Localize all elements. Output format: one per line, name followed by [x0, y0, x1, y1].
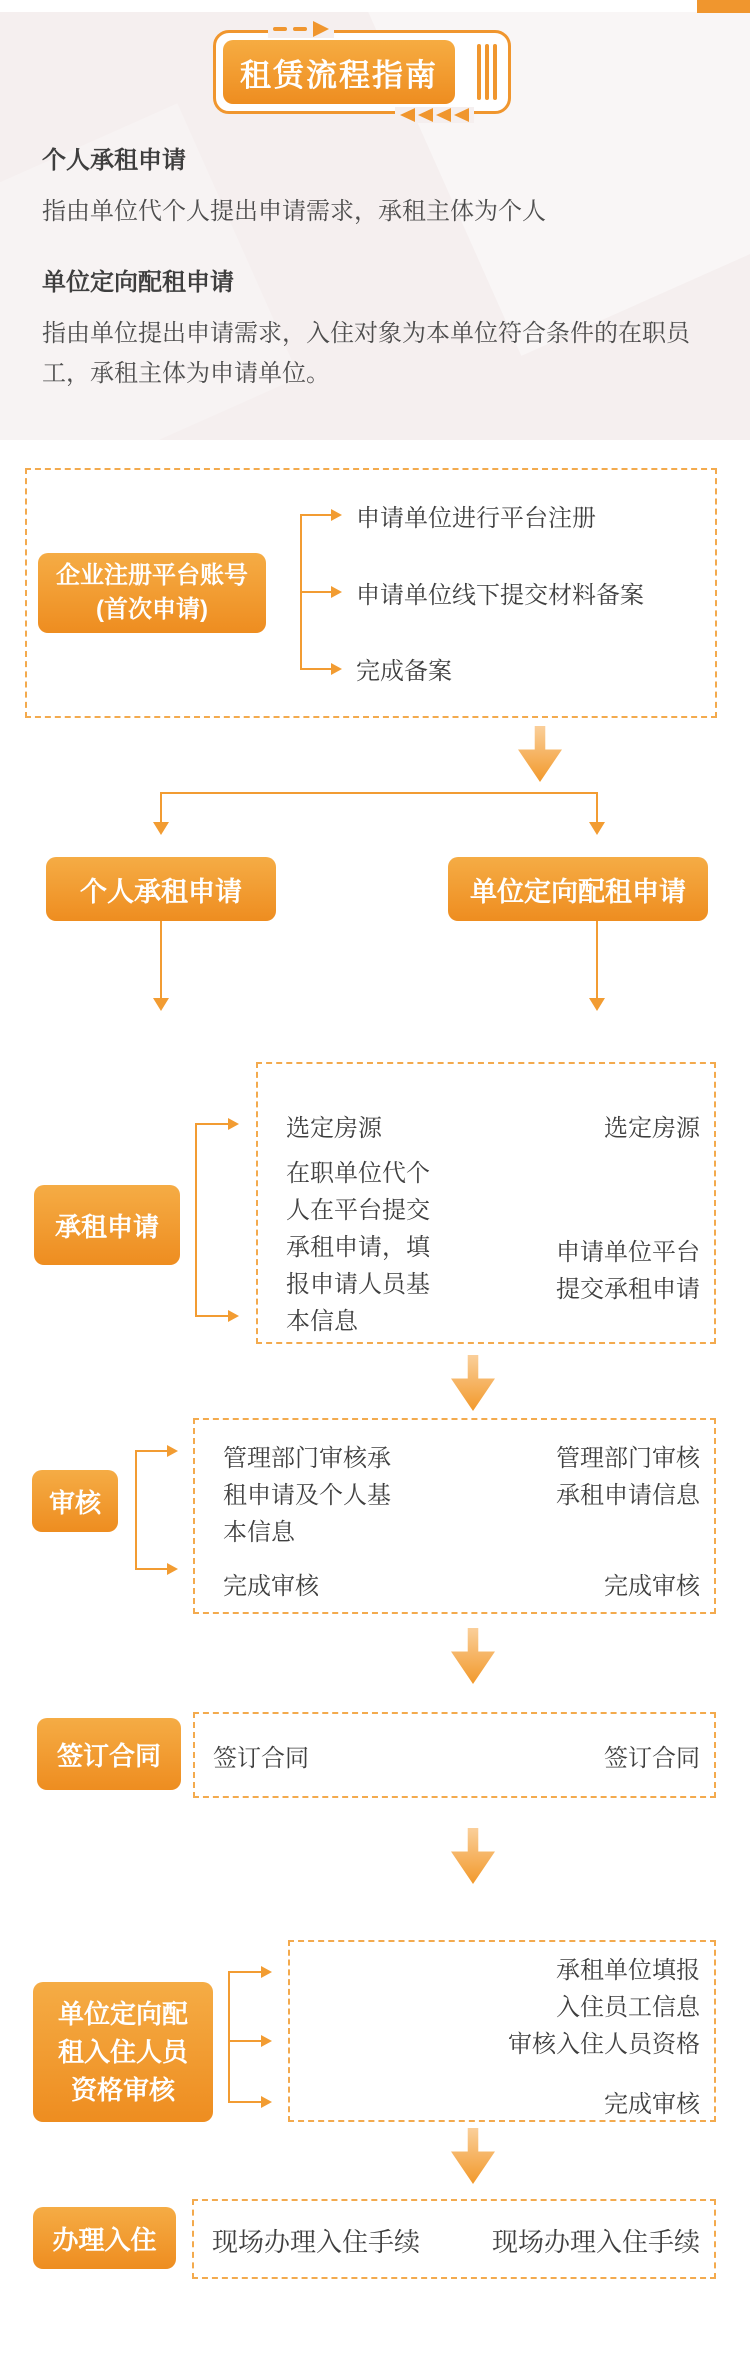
right-arrow-icon	[331, 663, 342, 675]
intro-body-personal: 指由单位代个人提出申请需求，承租主体为个人	[42, 198, 546, 225]
intro-heading-personal: 个人承租申请	[42, 147, 186, 174]
right-arrow-icon	[261, 1966, 272, 1978]
step3-right-item-1: 管理部门审核承租申请信息	[556, 1445, 700, 1509]
step1-item-1: 申请单位进行平台注册	[356, 505, 596, 532]
branch-line-right	[596, 792, 598, 824]
branch-line-left	[160, 792, 162, 824]
branch-box-personal: 个人承租申请	[46, 857, 276, 921]
step3-connector	[135, 1450, 168, 1452]
banner-title-plate	[223, 40, 455, 104]
step1-connector	[300, 668, 332, 670]
step3-connector	[135, 1568, 168, 1570]
step3-left-item-1: 管理部门审核承租申请及个人基本信息	[223, 1445, 391, 1546]
right-arrow-icon	[331, 509, 342, 521]
step1-item-2: 申请单位线下提交材料备案	[356, 582, 644, 609]
step5-right-item-2: 审核入住人员资格	[508, 2031, 700, 2058]
branch-connector	[160, 792, 598, 794]
step3-left-item-2: 完成审核	[223, 1573, 319, 1600]
down-arrow-icon	[153, 822, 169, 835]
right-arrow-icon	[228, 1118, 239, 1130]
flow-line-left	[160, 921, 162, 999]
corner-accent-block	[697, 0, 750, 13]
right-arrow-icon	[261, 2035, 272, 2047]
step5-connector	[228, 2040, 262, 2042]
down-arrow-icon	[153, 998, 169, 1011]
branch-box-unit: 单位定向配租申请	[448, 857, 708, 921]
step4-right-item-1: 签订合同	[604, 1745, 700, 1772]
step2-right-item-1: 选定房源	[604, 1115, 700, 1142]
step2-right-item-2: 申请单位平台提交承租申请	[556, 1239, 700, 1303]
right-arrow-icon	[331, 586, 342, 598]
down-arrow-icon	[451, 2128, 495, 2184]
down-arrow-icon	[451, 1828, 495, 1884]
banner-side-bars	[477, 44, 497, 100]
step4-left-item-1: 签订合同	[213, 1745, 309, 1772]
right-arrow-icon	[228, 1310, 239, 1322]
page-title: 租赁流程指南	[240, 57, 438, 93]
right-arrow-icon	[261, 2096, 272, 2108]
step6-right-item-1: 现场办理入住手续	[491, 2227, 700, 2257]
step1-connector	[300, 514, 332, 516]
title-banner	[213, 30, 511, 114]
step1-connector	[300, 591, 332, 593]
step2-left-item-2: 在职单位代个人在平台提交承租申请，填报申请人员基本信息	[286, 1160, 430, 1335]
step5-right-item-1: 承租单位填报入住员工信息	[556, 1957, 700, 2021]
step4-label: 签订合同	[37, 1718, 181, 1790]
step3-bracket-line	[135, 1450, 137, 1570]
down-arrow-icon	[518, 726, 562, 782]
down-arrow-icon	[589, 998, 605, 1011]
step1-label: 企业注册平台账号(首次申请)	[38, 553, 266, 633]
down-arrow-icon	[451, 1355, 495, 1411]
down-arrow-icon	[589, 822, 605, 835]
step5-bracket-line	[228, 1971, 230, 2103]
step6-label: 办理入住	[33, 2207, 176, 2269]
step3-label: 审核	[32, 1470, 118, 1532]
step2-bracket-line	[195, 1123, 197, 1317]
step2-label: 承租申请	[34, 1185, 180, 1265]
intro-body-unit: 指由单位提出申请需求，入住对象为本单位符合条件的在职员工，承租主体为申请单位。	[42, 320, 690, 387]
banner-bottom-arrows-icon	[395, 107, 474, 123]
right-arrow-icon	[167, 1445, 178, 1457]
step5-connector	[228, 1971, 262, 1973]
step5-label: 单位定向配租入住人员资格审核	[33, 1982, 213, 2122]
step6-left-item-1: 现场办理入住手续	[212, 2227, 421, 2257]
step3-right-item-2: 完成审核	[604, 1573, 700, 1600]
banner-top-arrow-icon	[268, 20, 334, 38]
right-arrow-icon	[167, 1563, 178, 1575]
step2-connector	[195, 1123, 229, 1125]
down-arrow-icon	[451, 1628, 495, 1684]
step1-item-3: 完成备案	[356, 658, 452, 685]
step2-left-item-1: 选定房源	[286, 1115, 382, 1142]
step2-connector	[195, 1315, 229, 1317]
step5-right-item-3: 完成审核	[604, 2091, 700, 2118]
flow-line-right	[596, 921, 598, 999]
intro-heading-unit: 单位定向配租申请	[42, 269, 234, 296]
step5-connector	[228, 2101, 262, 2103]
